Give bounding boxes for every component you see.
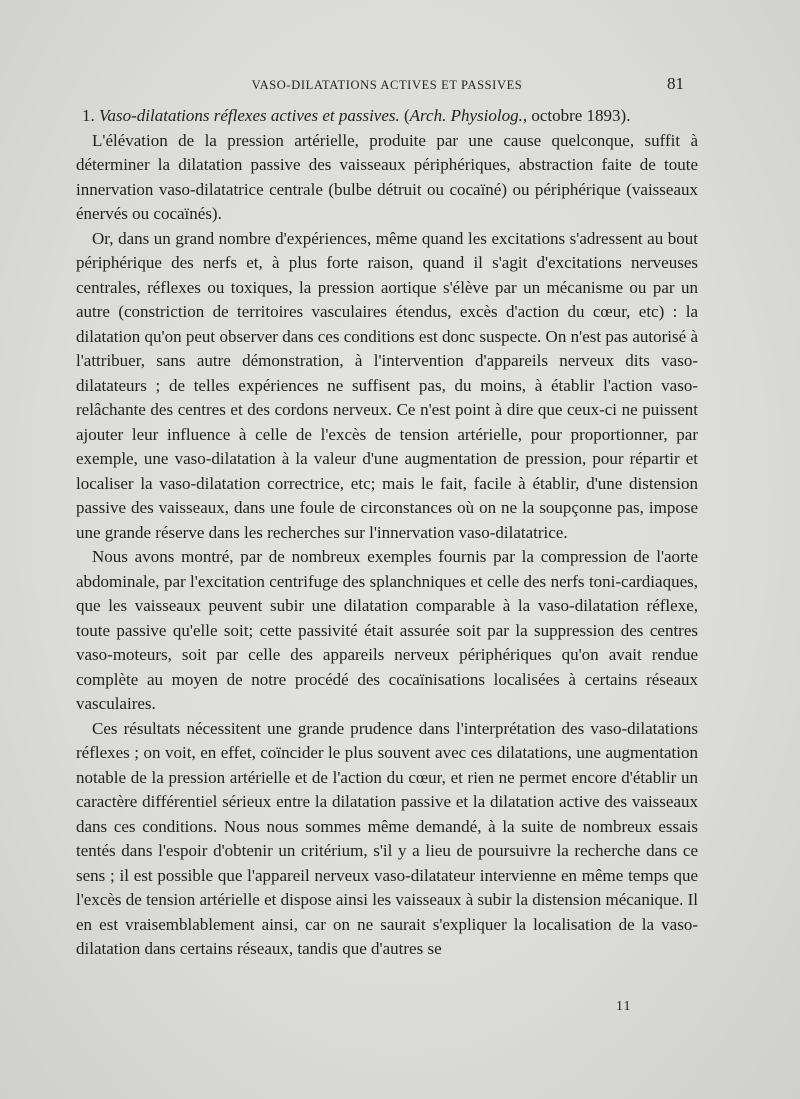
page-body <box>76 104 698 962</box>
reference-date: , octobre 1893). <box>522 106 631 125</box>
entry-number: 1. <box>82 106 95 125</box>
paragraph-3: Or, dans un grand nombre d'expériences, même quand les excitations s'adressent au bout périphérique des nerfs et, à plus forte raison, quand il s'agit d'excitations nerveuses centrales, réflexes ou toxiques, la pression aortique s'élève par un mécanisme ou par un autre (constriction de territoires vasculaires étendus, excès d'action du cœur, etc) : la dilatation qu'on peut observer dans ces conditions est donc suspecte. On n'est pas autorisé à l'attribuer, sans autre démonstration, à l'intervention d'appareils nerveux dits vaso-dilatateurs ; de telles expériences ne suffisent pas, du moins, à établir l'action vaso-relâchante des centres et des cordons nerveux. Ce n'est point à dire que ceux-ci ne puissent ajouter leur influence à celle de l'excès de tension artérielle, pour proportionner, par exemple, une vaso-dilatation à la valeur d'une augmentation de pression, pour répartir et localiser la vaso-dilatation correctrice, etc; mais le fait, facile à établir, d'une distension passive des vaisseaux, dans une foule de circonstances où on ne la soupçonne pas, impose une grande réserve dans les recherches sur l'innervation vaso-dilatatrice. <box>76 228 698 542</box>
paragraph-2: L'élévation de la pression artérielle, produite par une cause quelconque, suffit à déterminer la dilatation passive des vaisseaux périphériques, abstraction faite de toute innervation vaso-dilatatrice centrale (bulbe détruit ou cocaïné) ou périphérique (vaisseaux énervés ou cocaïnés). <box>76 130 698 223</box>
page-header <box>76 74 698 98</box>
paragraph-5: Ces résultats nécessitent une grande prudence dans l'interprétation des vaso-dilatations réflexes ; on voit, en effet, coïncider le plus souvent avec ces dilatations, une augmentation notable de la pression artérielle et de l'action du cœur, et rien ne permet encore d'établir un caractère différentiel sérieux entre la dilatation passive et la dilatation active des vaisseaux dans ces conditions. Nous nous sommes même demandé, à la suite de nombreux essais tentés dans l'espoir d'obtenir un critérium, s'il y a lieu de poursuivre la recherche dans ce sens ; il est possible que l'appareil nerveux vaso-dilatateur intervienne en même temps que l'excès de tension artérielle et dispose ainsi les vaisseaux à subir la distension mécanique. Il en est vraisemblablement ainsi, car on ne saurait s'expliquer la localisation de la vaso-dilatation dans certains réseaux, tandis que d'autres se <box>76 718 698 958</box>
entry-title: Vaso-dilatations réflexes actives et passives. <box>99 106 400 125</box>
signature-mark: 11 <box>616 999 632 1014</box>
reference-journal: Arch. Physiolog. <box>409 106 523 125</box>
reference-open: ( <box>404 106 410 125</box>
page-number: 81 <box>667 74 684 93</box>
running-title: VASO-DILATATIONS ACTIVES ET PASSIVES <box>251 78 523 92</box>
paragraph-reference <box>76 104 698 129</box>
paragraph-4: Nous avons montré, par de nombreux exemples fournis par la compression de l'aorte abdominale, par l'excitation centrifuge des splanchniques et celle des nerfs toni-cardiaques, que les vaisseaux peuvent subir une dilatation comparable à la vaso-dilatation réflexe, toute passive qu'elle soit; cette passivité était assurée soit par la suppression des centres vaso-moteurs, soit par celle des appareils nerveux périphériques qu'on avait rendue complète au moyen de notre procédé des cocaïnisations localisées à certains réseaux vasculaires. <box>76 547 698 713</box>
